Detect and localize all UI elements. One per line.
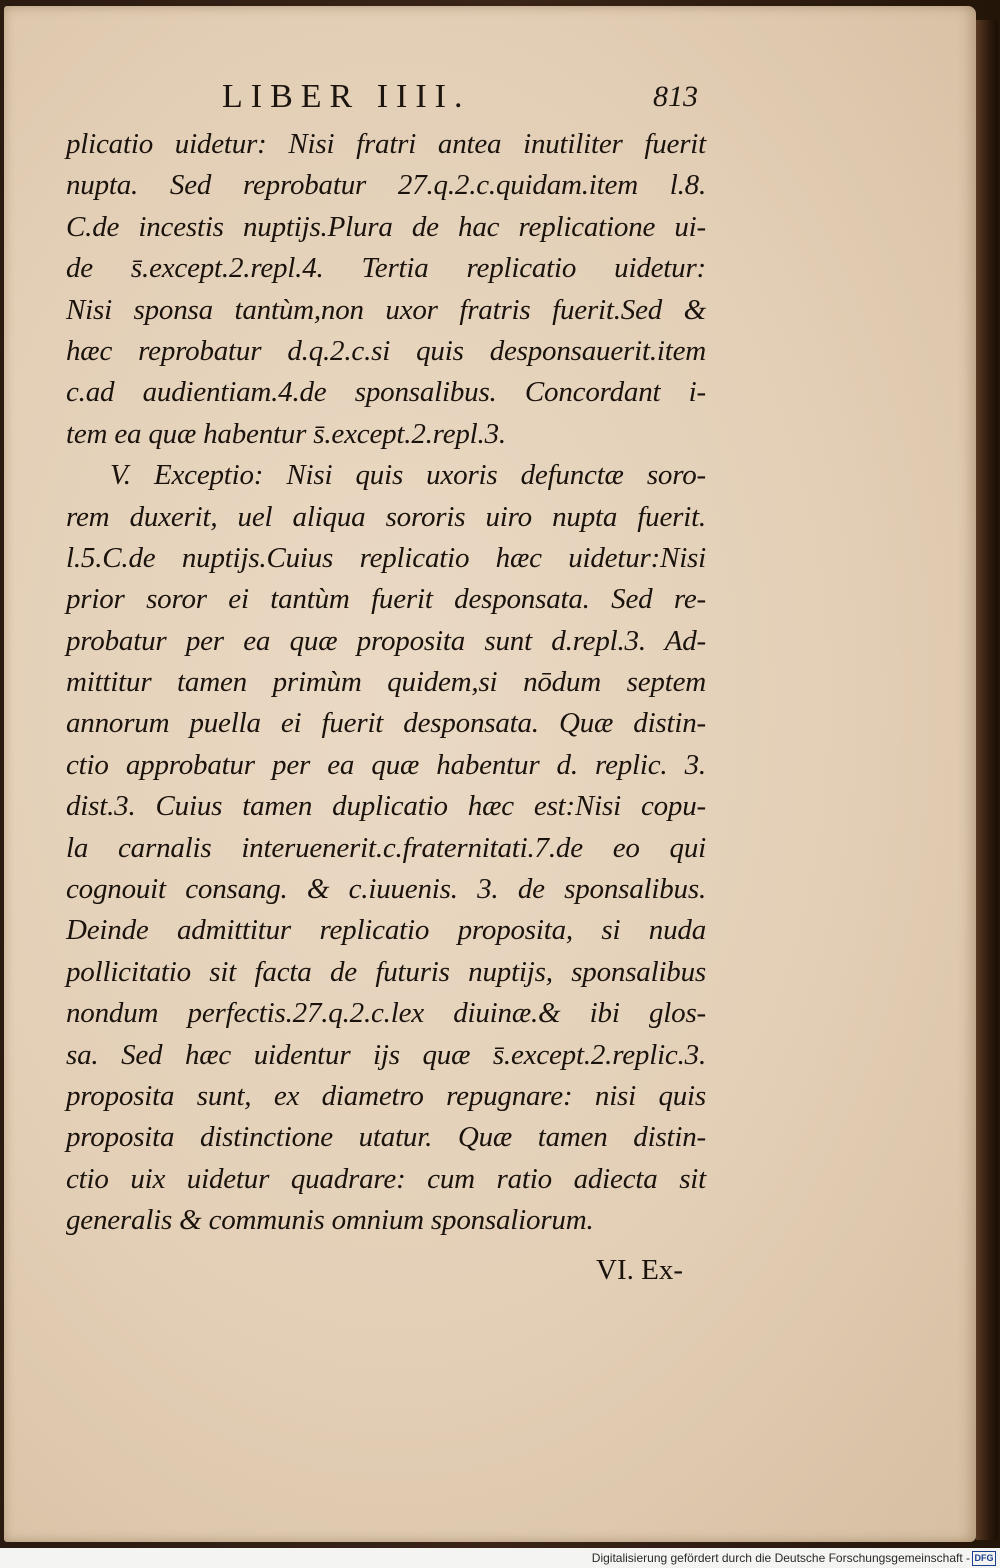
text-line: nondum perfectis.27.q.2.c.lex diuinæ.& ibi glos- xyxy=(66,997,706,1030)
text-line: rem duxerit, uel aliqua sororis uiro nupta fuerit. xyxy=(66,500,706,533)
text-line: la carnalis interuenerit.c.fraternitati.7.de eo qui xyxy=(66,831,706,864)
body-text xyxy=(66,124,706,1242)
text-line: cognouit consang. & c.iuuenis. 3. de sponsalibus. xyxy=(66,873,706,906)
text-line: plicatio uidetur: Nisi fratri antea inutiliter fuerit xyxy=(66,128,706,160)
text-line: mittitur tamen primùm quidem,si nōdum septem xyxy=(66,666,706,699)
footer-bar xyxy=(0,1548,1000,1568)
dfg-logo-icon: DFG xyxy=(972,1551,996,1566)
text-line: de s̄.except.2.repl.4. Tertia replicatio uidetur: xyxy=(66,252,706,285)
text-line: Nisi sponsa tantùm,non uxor fratris fuerit.Sed & xyxy=(66,293,706,326)
text-line: pollicitatio sit facta de futuris nuptijs, sponsalibus xyxy=(66,955,706,988)
text-line: Deinde admittitur replicatio proposita, si nuda xyxy=(66,914,706,947)
text-line: tem ea quæ habentur s̄.except.2.repl.3. xyxy=(66,417,506,450)
text-line: proposita distinctione utatur. Quæ tamen distin- xyxy=(66,1121,706,1154)
catchword: VI. Ex- xyxy=(596,1254,683,1286)
text-line: ctio uix uidetur quadrare: cum ratio adiecta sit xyxy=(66,1162,706,1195)
text-line: C.de incestis nuptijs.Plura de hac replicatione ui- xyxy=(66,210,706,243)
text-line: nupta. Sed reprobatur 27.q.2.c.quidam.item l.8. xyxy=(66,169,706,202)
text-line: ctio approbatur per ea quæ habentur d. replic. 3. xyxy=(66,748,706,781)
text-line: annorum puella ei fuerit desponsata. Quæ distin- xyxy=(66,707,706,740)
text-line: c.ad audientiam.4.de sponsalibus. Concordant i- xyxy=(66,376,706,409)
text-line: prior soror ei tantùm fuerit desponsata. Sed re- xyxy=(66,583,706,616)
text-line: probatur per ea quæ proposita sunt d.repl.3. Ad- xyxy=(66,624,706,657)
text-line: dist.3. Cuius tamen duplicatio hæc est:Nisi copu- xyxy=(66,790,706,823)
funding-credit: Digitalisierung gefördert durch die Deutsche Forschungsgemeinschaft - xyxy=(591,1551,970,1565)
text-line: V. Exceptio: Nisi quis uxoris defunctæ soro- xyxy=(110,459,706,492)
running-title: LIBER IIII. xyxy=(222,78,471,115)
page-header xyxy=(70,78,698,122)
text-line: l.5.C.de nuptijs.Cuius replicatio hæc uidetur:Nisi xyxy=(66,541,706,574)
text-line: proposita sunt, ex diametro repugnare: nisi quis xyxy=(66,1079,706,1112)
book-page-edge xyxy=(976,20,998,1540)
text-line: sa. Sed hæc uidentur ijs quæ s̄.except.2.replic.3. xyxy=(66,1038,706,1071)
page-number: 813 xyxy=(653,80,698,113)
text-line: hæc reprobatur d.q.2.c.si quis desponsauerit.item xyxy=(66,334,706,367)
text-line: generalis & communis omnium sponsaliorum. xyxy=(66,1204,594,1237)
